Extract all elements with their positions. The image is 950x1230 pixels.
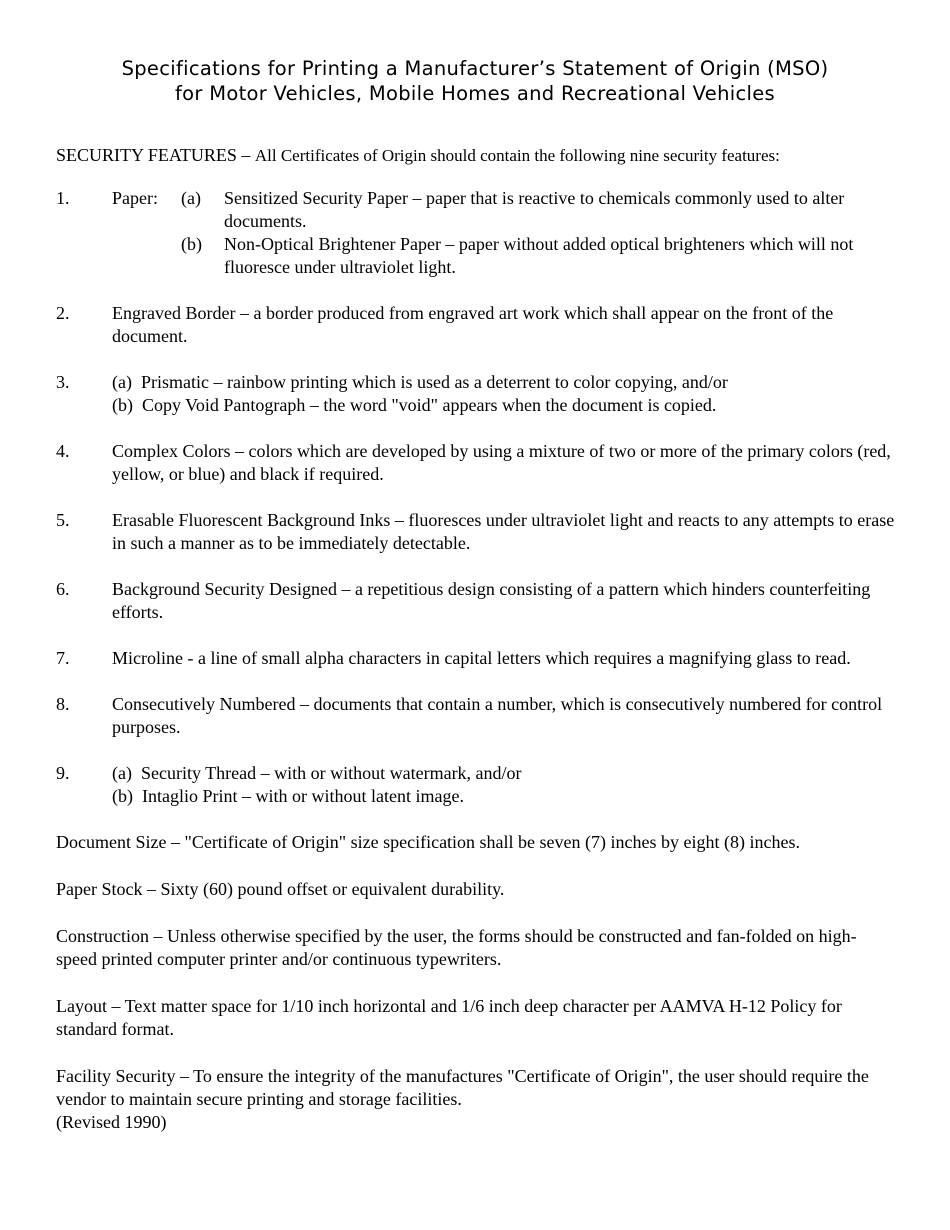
item-text: Engraved Border – a border produced from engraved art work which shall appear on the front of the document. — [112, 303, 834, 346]
paper-sub-a — [56, 187, 896, 233]
list-item-6 — [56, 578, 896, 624]
list-item-9 — [56, 762, 896, 808]
item-number: 6. — [56, 579, 70, 599]
sub-text-b: Non-Optical Brightener Paper – paper without added optical brighteners which will not fluoresce under ultraviolet light. — [224, 234, 854, 277]
paper-label: Paper: — [112, 188, 158, 208]
list-item-4 — [56, 440, 896, 486]
document-body — [56, 144, 896, 1134]
item-number: 9. — [56, 763, 70, 783]
item-text: Background Security Designed – a repetitious design consisting of a pattern which hinders counterfeiting efforts. — [112, 579, 871, 622]
paper-sub-b — [56, 233, 896, 279]
intro-text: All Certificates of Origin should contain the following nine security features: — [254, 146, 780, 165]
list-item-5 — [56, 509, 896, 555]
list-item-7 — [56, 647, 896, 670]
facility-security-paragraph: Facility Security – To ensure the integrity of the manufactures "Certificate of Origin", the user should require the vendor to maintain secure printing and storage facilities. — [56, 1066, 869, 1109]
item-number: 8. — [56, 694, 70, 714]
item-text: Microline - a line of small alpha characters in capital letters which requires a magnifying glass to read. — [112, 648, 851, 668]
paper-stock-paragraph: Paper Stock – Sixty (60) pound offset or equivalent durability. — [56, 879, 505, 899]
construction-paragraph: Construction – Unless otherwise specified by the user, the forms should be constructed and fan-folded on high-speed printed computer printer and/or continuous typewriters. — [56, 926, 857, 969]
item-number: 2. — [56, 303, 70, 323]
list-item-8 — [56, 693, 896, 739]
item-text: Consecutively Numbered – documents that contain a number, which is consecutively numbered for control purposes. — [112, 694, 883, 737]
item-sub-b: (b) Copy Void Pantograph – the word "void" appears when the document is copied. — [112, 395, 717, 415]
sub-text-a: Sensitized Security Paper – paper that is reactive to chemicals commonly used to alter documents. — [224, 188, 845, 231]
item-sub-a: (a) Security Thread – with or without watermark, and/or — [112, 763, 522, 783]
item-number: 3. — [56, 372, 70, 392]
intro-heading: SECURITY FEATURES — [56, 145, 237, 165]
item-number: 5. — [56, 510, 70, 530]
item-number: 7. — [56, 648, 70, 668]
layout-paragraph: Layout – Text matter space for 1/10 inch horizontal and 1/6 inch deep character per AAMVA H-12 Policy for standard format. — [56, 996, 842, 1039]
title-line-2: for Motor Vehicles, Mobile Homes and Recreational Vehicles — [175, 82, 775, 105]
item-sub-b: (b) Intaglio Print – with or without latent image. — [112, 786, 464, 806]
item-number: 4. — [56, 441, 70, 461]
document-size-paragraph: Document Size – "Certificate of Origin" size specification shall be seven (7) inches by eight (8) inches. — [56, 832, 800, 852]
title-line-1: Specifications for Printing a Manufacturer’s Statement of Origin (MSO) — [121, 57, 829, 80]
item-text: Complex Colors – colors which are developed by using a mixture of two or more of the primary colors (red, yellow, or blue) and black if required. — [112, 441, 891, 484]
item-number: 1. — [56, 188, 70, 208]
revised-note: (Revised 1990) — [56, 1112, 167, 1132]
item-text: Erasable Fluorescent Background Inks – fluoresces under ultraviolet light and reacts to any attempts to erase in such a manner as to be immediately detectable. — [112, 510, 895, 553]
item-sub-a: (a) Prismatic – rainbow printing which is used as a deterrent to color copying, and/or — [112, 372, 728, 392]
list-item-2 — [56, 302, 896, 348]
security-features-intro: SECURITY FEATURES – All Certificates of Origin should contain the following nine security features: — [56, 145, 780, 165]
list-item-3 — [56, 371, 896, 417]
sub-letter-a: (a) — [181, 188, 201, 208]
document-title — [0, 56, 950, 106]
list-item-1 — [56, 187, 896, 279]
sub-letter-b: (b) — [181, 234, 202, 254]
